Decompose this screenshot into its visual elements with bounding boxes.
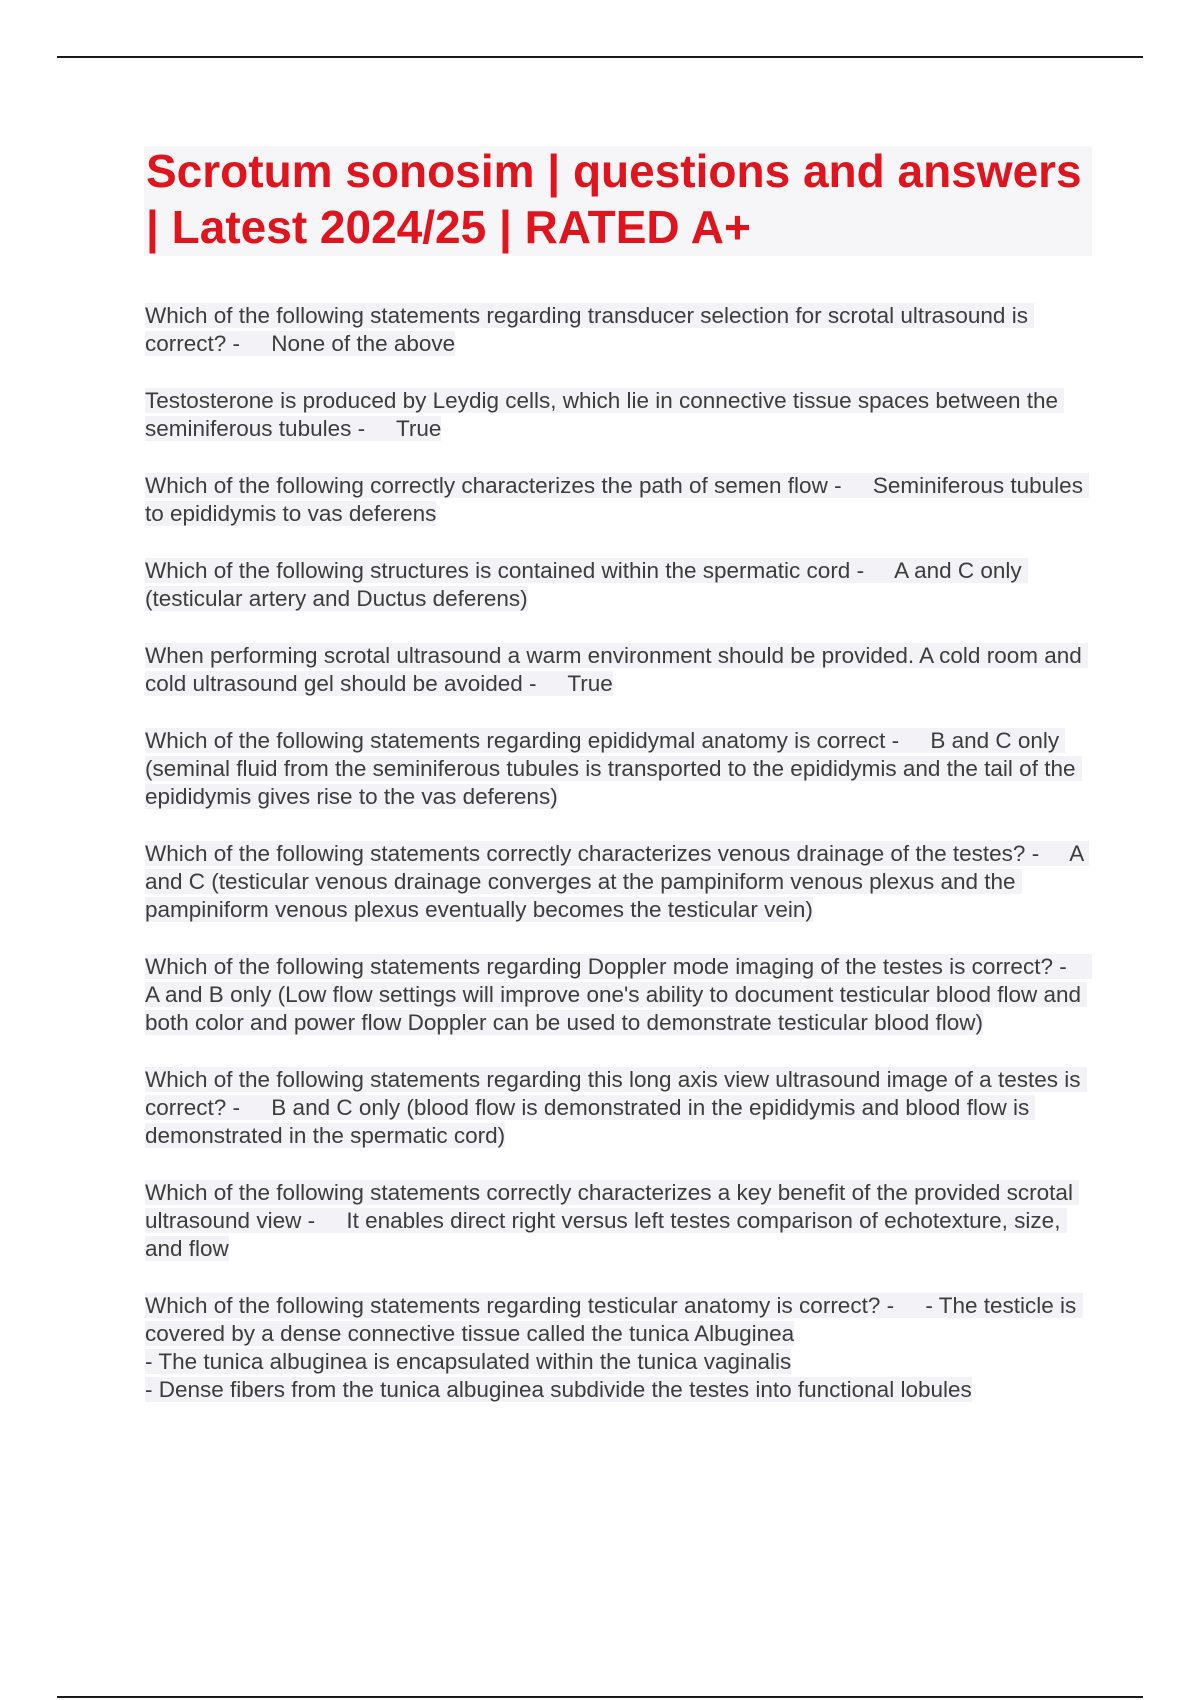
qa-item-9 [145,1066,1095,1150]
qa-item-3 [145,472,1095,528]
qa-answer: - The testicle is covered by a dense connective tissue called the tunica Albuginea [145,1293,1083,1346]
qa-item-8 [145,953,1095,1037]
qa-answer: B and C only (seminal fluid from the seminiferous tubules is transported to the epididymis and the tail of the epididymis gives rise to the vas deferens) [145,728,1082,809]
qa-answer: True [567,671,613,696]
qa-answer-line: - Dense fibers from the tunica albuginea subdivide the testes into functional lobules [145,1377,972,1402]
qa-item-2 [145,387,1095,443]
qa-question: Testosterone is produced by Leydig cells, which lie in connective tissue spaces between the seminiferous tubules - [145,388,1065,441]
qa-item-10 [145,1179,1095,1263]
qa-question: Which of the following statements regarding this long axis view ultrasound image of a testes is correct? - [145,1067,1087,1120]
qa-item-1 [145,302,1095,358]
qa-question: Which of the following structures is contained within the spermatic cord - [145,558,865,583]
qa-answer: B and C only (blood flow is demonstrated in the epididymis and blood flow is demonstrated in the spermatic cord) [145,1095,1036,1148]
qa-item-7 [145,840,1095,924]
qa-question: Which of the following statements regarding epididymal anatomy is correct - [145,728,900,753]
qa-answer: A and C only (testicular artery and Ductus deferens) [145,558,1028,611]
qa-item-11 [145,1292,1095,1404]
qa-question: Which of the following statements regarding Doppler mode imaging of the testes is correct? - [145,954,1067,979]
top-rule [57,56,1143,58]
qa-question: Which of the following statements correctly characterizes venous drainage of the testes? - [145,841,1040,866]
qa-question: Which of the following statements correctly characterizes a key benefit of the provided scrotal ultrasound view - [145,1180,1080,1233]
qa-item-6 [145,727,1095,811]
qa-question: Which of the following correctly characterizes the path of semen flow - [145,473,842,498]
qa-question: Which of the following statements regarding testicular anatomy is correct? - [145,1293,895,1318]
qa-item-4 [145,557,1095,613]
qa-answer: A and B only (Low flow settings will improve one's ability to document testicular blood flow and both color and power flow Doppler can be used to demonstrate testicular blood flow) [145,982,1088,1035]
qa-list [145,302,1095,1433]
qa-answer: None of the above [271,331,456,356]
qa-answer: Seminiferous tubules to epididymis to vas deferens [145,473,1090,526]
qa-answer: It enables direct right versus left testes comparison of echotexture, size, and flow [145,1208,1067,1261]
bottom-rule [57,1696,1143,1698]
document-title: Scrotum sonosim | questions and answers | Latest 2024/25 | RATED A+ [146,145,1082,253]
qa-answer: A and C (testicular venous drainage converges at the pampiniform venous plexus and the pampiniform venous plexus eventually becomes the testicular vein) [145,841,1090,922]
qa-question: Which of the following statements regarding transducer selection for scrotal ultrasound is correct? - [145,303,1035,356]
qa-question: When performing scrotal ultrasound a warm environment should be provided. A cold room and cold ultrasound gel should be avoided - [145,643,1089,696]
qa-answer-line: - The tunica albuginea is encapsulated within the tunica vaginalis [145,1349,792,1374]
qa-answer: True [395,416,442,441]
qa-item-5 [145,642,1095,698]
